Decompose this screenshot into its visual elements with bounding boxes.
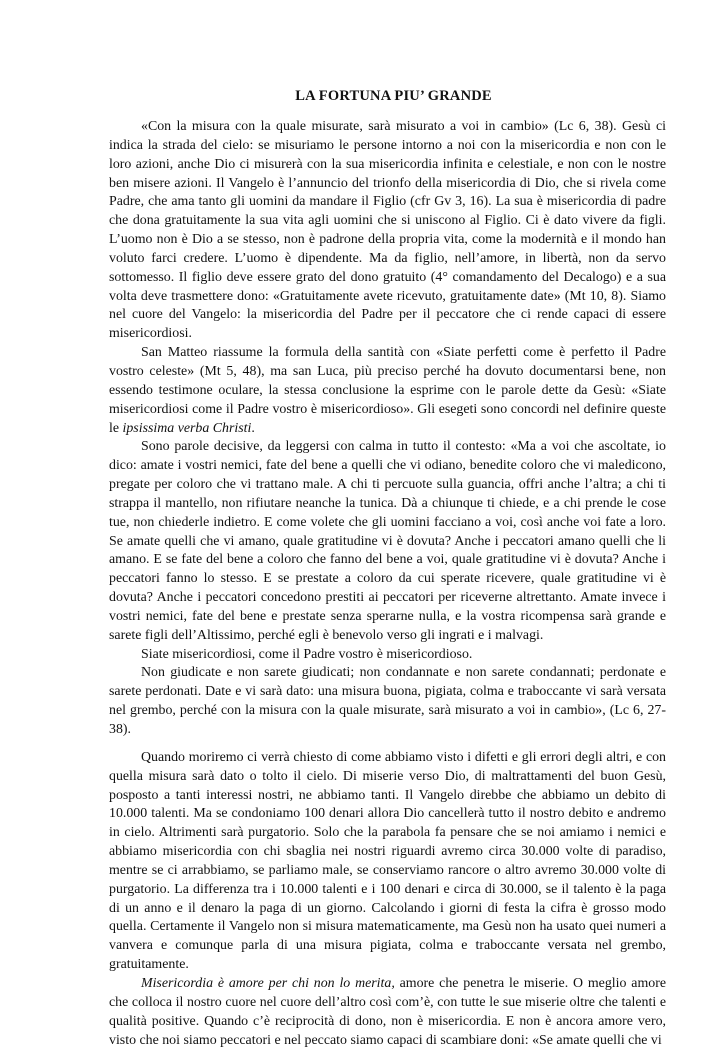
paragraph-1-text: «Con la misura con la quale misurate, sarà misurato a voi in cambio» (Lc 6, 38). Gesù ci indica la strada del cielo: se misuriamo le persone intorno a noi con la misericordia e non con le loro azioni, anche Dio ci misurerà con la sua misericordia infinita e celestiale, e non con le nostre ben misere azioni. Il Vangelo è l’annuncio del trionfo della misericordia di Dio, che si rivela come Padre, che ama tanto gli uomini da mandare il Figlio (cfr Gv 3, 16). La sua è misericordia di padre che dona gratuitamente la sua vita agli uomini che si uniscono al Figlio. Ci è dato vivere da figli. L’uomo non è Dio a se stesso, non è padrone della propria vita, come la modernità e il mondo han voluto farci credere. L’uomo è dipendente. Ma da figlio, nell’amore, in libertà, non da servo sottomesso. Il figlio deve essere grato del dono gratuito (4° comandamento del Decalogo) e a sua volta deve trasmettere dono: «Gratuitamente avete ricevuto, gratuitamente date» (Mt 10, 8). Siamo nel cuore del Vangelo: la misericordia del Padre per il peccatore che ci rende capaci di essere misericordiosi. (109, 119, 666, 342)
paragraph-6-text: Quando moriremo ci verrà chiesto di come abbiamo visto i difetti e gli errori degli altri, e con quella misura sarà dato o tolto il cielo. Di miserie verso Dio, di maltrattamenti del buon Gesù, posposto a tanti interessi nostri, ne abbiamo tanti. Il Vangelo direbbe che abbiamo un debito di 10.000 talenti. Ma se condoniamo 100 denari allora Dio cancellerà tutto il nostro debito e andremo in cielo. Altrimenti sarà purgatorio. Solo che la parabola fa pensare che se noi amiamo i nemici e abbiamo misericordia con chi sbaglia nei nostri riguardi avremo circa 30.000 volte di paradiso, mentre se ci arrabbiamo, se parliamo male, se conserviamo rancore o altro avremo 30.000 volte di purgatorio. La differenza tra i 10.000 talenti e i 100 denari e circa di 30.000, se il talento è la paga di un anno e il denaro la paga di un giorno. Calcolando i giorni di festa la cifra è grosso modo quella. Certamente il Vangelo non si misura matematicamente, ma Gesù non ha usato quei numeri a vanvera e comunque parla di una misura pigiata, colma e traboccante versata nel grembo, gratuitamente. (109, 749, 666, 973)
paragraph-7 (109, 975, 666, 1050)
paragraph-7-text: amore che penetra le miserie. O meglio amore che colloca il nostro cuore nel cuore dell’altro così com’è, con tutte le sue miserie oltre che talenti e qualità positive. Quando c’è reciprocità di dono, non è misericordia. E non è ancora amore vero, visto che noi siamo peccatori e nel peccato siamo capaci di scambiare doni: «Se amate quelli che vi (109, 975, 666, 1048)
paragraph-2-text: San Matteo riassume la formula della santità con «Siate perfetti come è perfetto il Padre vostro celeste» (Mt 5, 48), ma san Luca, più preciso perché ha dovuto documentarsi bene, non essendo testimone oculare, la stessa conclusione la esprime con le parole dette da Gesù: «Siate misericordiosi come il Padre vostro è misericordioso». Gli esegeti sono concordi nel definire queste le (109, 345, 666, 436)
paragraph-2 (109, 344, 666, 438)
paragraph-2-end: . (251, 420, 255, 436)
paragraph-2-italic: ipsissima verba Christi (122, 420, 252, 436)
paragraph-6 (109, 749, 666, 975)
paragraph-4-text: Siate misericordiosi, come il Padre vostro è misericordioso. (141, 646, 473, 662)
paragraph-3-text: Sono parole decisive, da leggersi con calma in tutto il contesto: «Ma a voi che ascoltate, io dico: amate i vostri nemici, fate del bene a quelli che vi odiano, benedite coloro che vi maledicono, pregate per coloro che vi trattano male. A chi ti percuote sulla guancia, offri anche l’altra; a chi ti strappa il mantello, non rifiutare neanche la tunica. Dà a chiunque ti chiede, e a chi prende le cose tue, non chiederle indietro. E come volete che gli uomini facciano a voi, così anche voi fate a loro. Se amate quelli che vi amano, quale gratitudine vi è dovuta? Anche i peccatori amano quelli che li amano. E se fate del bene a coloro che fanno del bene a voi, quale gratitudine vi è dovuta? Anche i peccatori fanno lo stesso. E se prestate a coloro da cui sperate ricevere, quale gratitudine vi è dovuta? Anche i peccatori concedono prestiti ai peccatori per riceverne altrettanto. Amate invece i vostri nemici, fate del bene e prestate senza sperarne nulla, e la vostra ricompensa sarà grande e sarete figli dell’Altissimo, perché egli è benevolo verso gli ingrati e i malvagi. (109, 439, 666, 643)
paragraph-5-text: Non giudicate e non sarete giudicati; non condannate e non sarete condannati; perdonate e sarete perdonati. Date e vi sarà dato: una misura buona, pigiata, colma e traboccante vi sarà versata nel grembo, perché con la misura con la quale misurate, sarà misurato a voi in cambio», (Lc 6, 27-38). (109, 665, 666, 737)
paragraph-1 (109, 118, 666, 344)
paragraph-4 (109, 646, 666, 665)
paragraph-5 (109, 664, 666, 739)
paragraph-7-italic: Misericordia è amore per chi non lo merita, (141, 975, 395, 991)
paragraph-3 (109, 438, 666, 645)
page-title: LA FORTUNA PIU’ GRANDE (295, 88, 492, 104)
